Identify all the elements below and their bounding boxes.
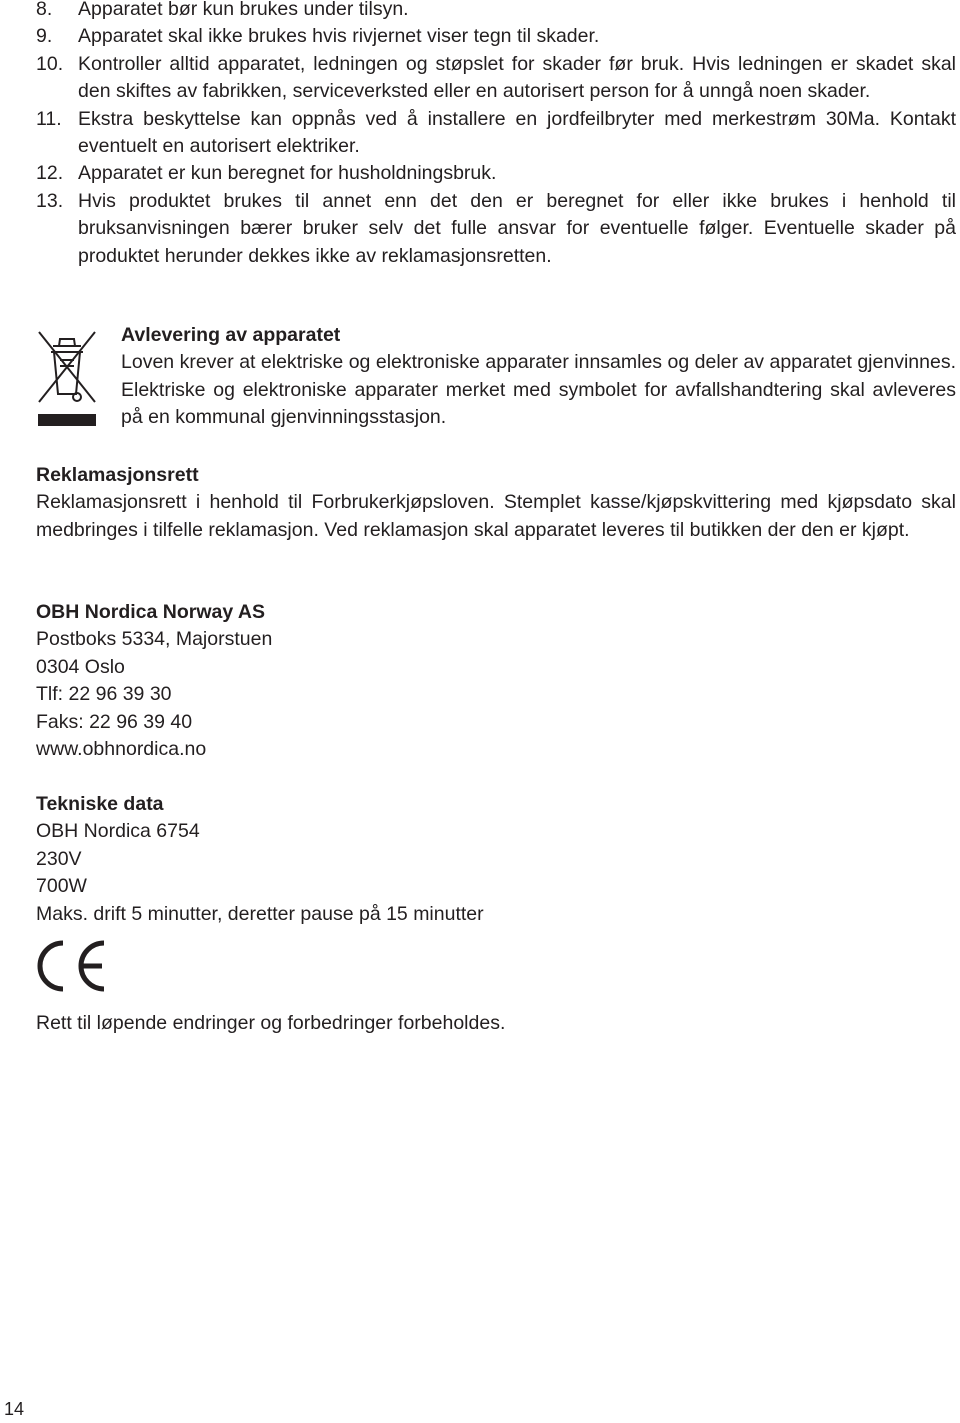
warranty-section	[36, 462, 956, 544]
company-name: OBH Nordica Norway AS	[36, 601, 265, 623]
ce-mark-icon	[36, 938, 108, 994]
company-address: Postboks 5334, Majorstuen	[36, 628, 273, 651]
warranty-heading: Reklamasjonsrett	[36, 464, 199, 486]
disposal-heading: Avlevering av apparatet	[121, 324, 341, 346]
item-number: 9.	[36, 25, 53, 48]
tech-power: 700W	[36, 875, 87, 898]
company-section	[36, 599, 956, 763]
footer-note: Rett til løpende endringer og forbedringer forbeholdes.	[36, 1012, 506, 1034]
list-item	[36, 188, 956, 270]
item-number: 13.	[36, 189, 64, 212]
disposal-text-block	[121, 322, 956, 432]
instruction-list	[36, 0, 956, 270]
item-number: 10.	[36, 52, 64, 75]
company-website: www.obhnordica.no	[36, 738, 207, 761]
item-number: 12.	[36, 162, 64, 185]
tech-heading: Tekniske data	[36, 793, 164, 815]
disposal-text: Loven krever at elektriske og elektroniske apparater innsamles og deler av apparatet gjenvinnes. Elektriske og elektroniske apparater merket med symbolet for avfallshandtering skal avleveres på en kommunal gjenvinningsstasjon.	[121, 351, 956, 429]
tech-section	[36, 791, 956, 928]
tech-model: OBH Nordica 6754	[36, 820, 200, 843]
item-text: Apparatet skal ikke brukes hvis rivjernet viser tegn til skader.	[78, 25, 600, 48]
item-text: Apparatet er kun beregnet for husholdningsbruk.	[78, 162, 497, 185]
tech-voltage: 230V	[36, 847, 82, 870]
company-postal: 0304 Oslo	[36, 655, 125, 678]
item-text: Kontroller alltid apparatet, ledningen og støpslet for skader før bruk. Hvis ledningen er skadet skal den skiftes av fabrikken, serviceverksted eller en autorisert person for å unngå noen skader.	[78, 52, 956, 103]
weee-crossed-bin-icon	[36, 326, 98, 428]
item-text: Ekstra beskyttelse kan oppnås ved å installere en jordfeilbryter med merkestrøm 30Ma. Kontakt eventuelt en autorisert elektriker.	[78, 107, 956, 158]
list-item	[36, 106, 956, 161]
item-number: 8.	[36, 0, 53, 20]
page-number: 14	[4, 1399, 25, 1419]
company-fax: Faks: 22 96 39 40	[36, 710, 193, 733]
item-number: 11.	[36, 107, 62, 130]
company-phone: Tlf: 22 96 39 30	[36, 683, 172, 706]
item-text: Apparatet bør kun brukes under tilsyn.	[78, 0, 409, 20]
tech-duty: Maks. drift 5 minutter, deretter pause på 15 minutter	[36, 902, 484, 925]
list-item	[36, 0, 956, 23]
list-item	[36, 51, 956, 106]
list-item	[36, 160, 956, 187]
warranty-text: Reklamasjonsrett i henhold til Forbrukerkjøpsloven. Stemplet kasse/kjøpskvittering med kjøpsdato skal medbringes i tilfelle reklamasjon. Ved reklamasjon skal apparatet leveres til butikken der den er kjøpt.	[36, 491, 956, 541]
item-text: Hvis produktet brukes til annet enn det den er beregnet for eller ikke brukes i henhold til bruksanvisningen bærer bruker selv det fulle ansvar for eventuelle følger. Eventuelle skader på produktet herunder dekkes ikke av reklamasjonsretten.	[78, 189, 956, 267]
list-item	[36, 23, 956, 50]
